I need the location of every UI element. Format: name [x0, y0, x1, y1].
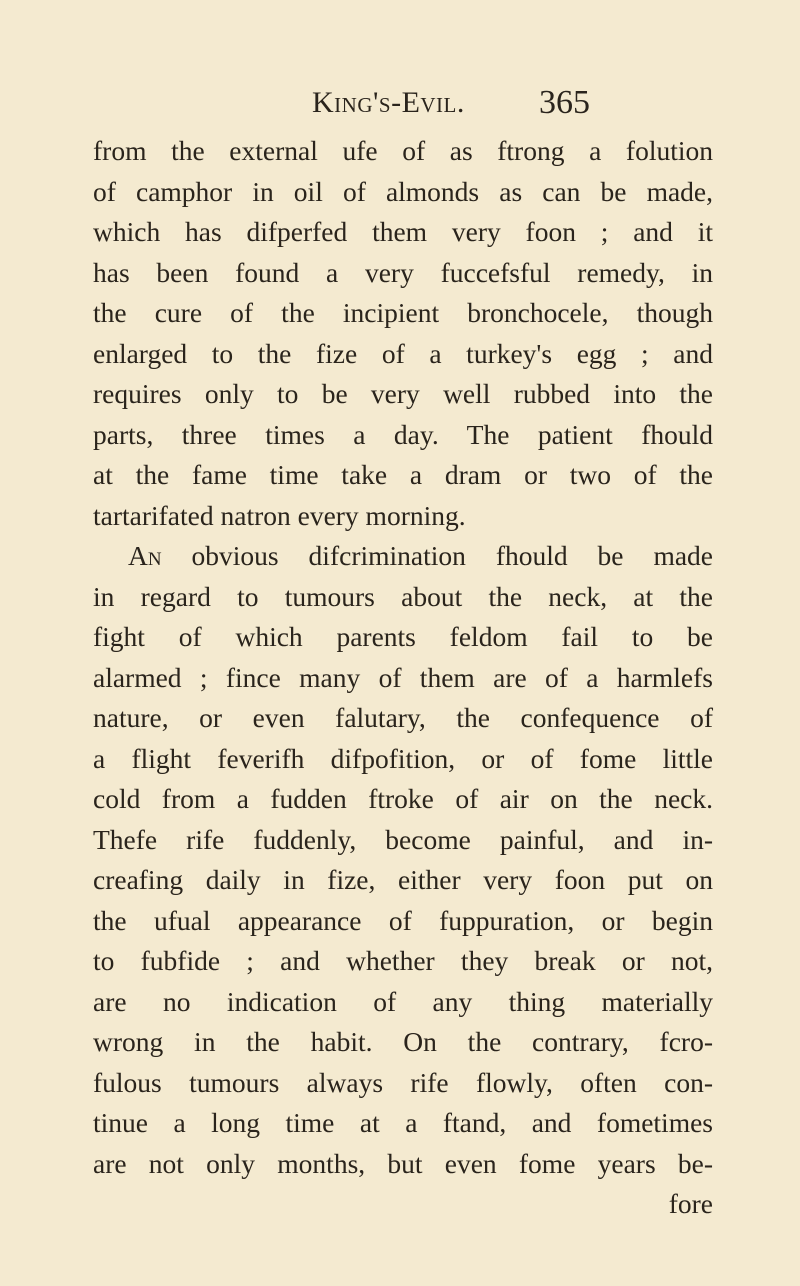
text-line: which has difperfed them very foon ; and it	[93, 216, 713, 247]
text-line: the ufual appearance of fuppuration, or begin	[93, 904, 713, 936]
text-line: Thefe rife fuddenly, become painful, and in-	[93, 823, 713, 855]
text-line: parts, three times a day. The patient fhould	[93, 418, 713, 450]
text-line: from the external ufe of as ftrong a folution	[93, 135, 713, 166]
text-line: in regard to tumours about the neck, at the	[93, 580, 713, 612]
text-line: are no indication of any thing materially	[93, 985, 713, 1017]
catchword: fore	[668, 1188, 713, 1219]
text-line: of camphor in oil of almonds as can be made,	[93, 175, 713, 207]
text-line: fulous tumours always rife flowly, often con-	[93, 1066, 713, 1098]
page-number: 365	[539, 84, 590, 121]
text-line: a flight feverifh difpofition, or of fome little	[93, 742, 713, 774]
paragraph-first-line	[93, 536, 713, 577]
text-line: has been found a very fuccefsful remedy, in	[93, 256, 713, 288]
text-line: nature, or even falutary, the confequence of	[93, 702, 713, 733]
text-line: enlarged to the fize of a turkey's egg ; and	[93, 337, 713, 369]
text-line: creafing daily in fize, either very foon put on	[93, 864, 713, 895]
text-line: cold from a fudden ftroke of air on the neck.	[93, 783, 713, 814]
text-line: tinue a long time at a ftand, and fometimes	[93, 1107, 713, 1138]
running-head: King's-Evil.	[312, 86, 465, 119]
text-line: fight of which parents feldom fail to be	[93, 621, 713, 652]
text-line-rest: obvious difcrimination fhould be made	[191, 540, 713, 571]
text-line: alarmed ; fince many of them are of a harmlefs	[93, 661, 713, 693]
text-line: at the fame time take a dram or two of the	[93, 459, 713, 490]
text-line: are not only months, but even fome years be-	[93, 1147, 713, 1179]
text-line: tartarifated natron every morning.	[93, 499, 466, 531]
body-text	[93, 131, 713, 1225]
paragraph-initial: An	[128, 540, 162, 571]
text-line: to fubfide ; and whether they break or not,	[93, 945, 713, 976]
text-line: requires only to be very well rubbed into the	[93, 378, 713, 409]
text-line: wrong in the habit. On the contrary, fcro-	[93, 1026, 713, 1057]
text-line: the cure of the incipient bronchocele, though	[93, 297, 713, 328]
